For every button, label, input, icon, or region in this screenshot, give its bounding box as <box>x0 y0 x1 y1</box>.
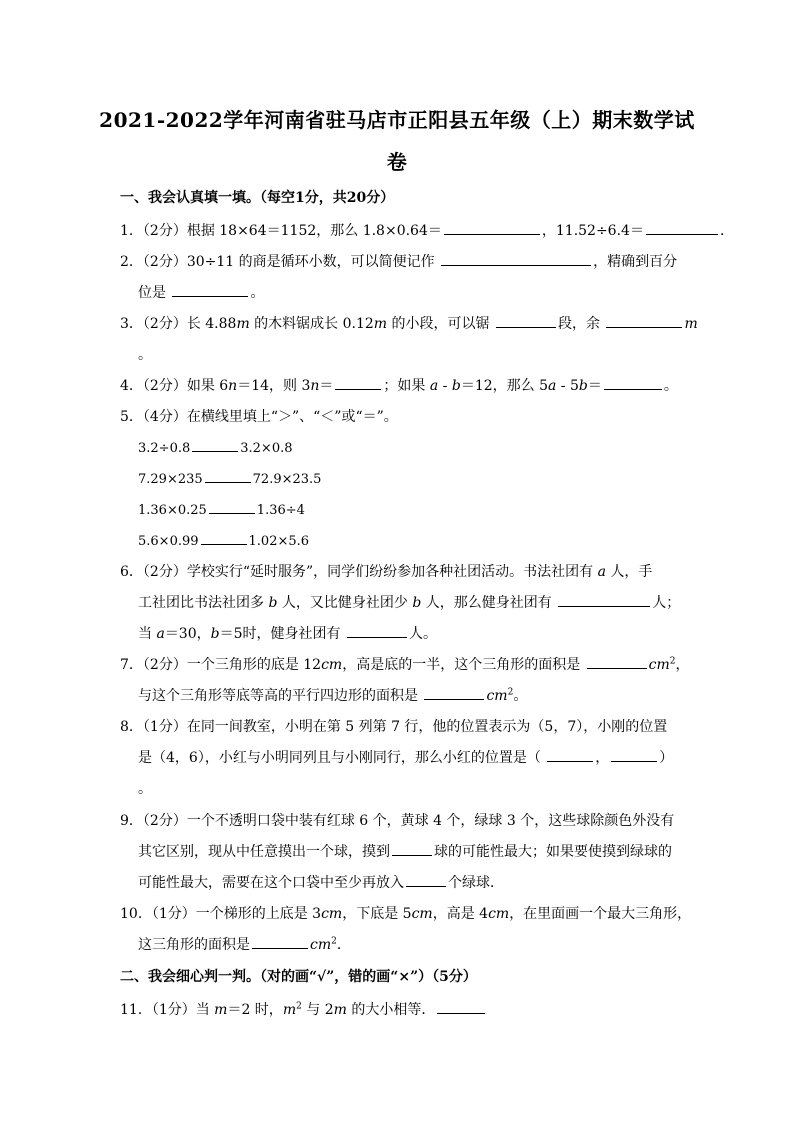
question-8-cont2: 。 <box>138 781 152 797</box>
answer-blank[interactable] <box>335 375 381 390</box>
question-11: 11．（1分）当 m＝2 时，$m^2$ 与 2m 的大小相等． <box>120 999 487 1019</box>
question-8: 8．（1分）在同一间教室，小明在第 5 列第 7 行，他的位置表示为（5，7），小刚的位置 <box>120 719 668 735</box>
answer-blank[interactable] <box>347 623 407 638</box>
question-8-cont: 是（4，6），小红与小明同列且与小刚同行，那么小红的位置是（ ， ） <box>138 747 673 767</box>
answer-blank[interactable] <box>611 747 657 762</box>
answer-blank[interactable] <box>406 872 446 887</box>
answer-blank[interactable] <box>606 313 682 328</box>
answer-blank[interactable] <box>252 934 308 949</box>
question-6-cont: 工社团比书法社团多 b 人，又比健身社团少 b 人，那么健身社团有 人； <box>138 592 680 612</box>
compare-row: 5.6×0.99 1.02×5.6 <box>138 530 309 549</box>
answer-blank[interactable] <box>209 499 255 514</box>
answer-blank[interactable] <box>441 251 591 266</box>
question-7: 7．（2分）一个三角形的底是 12cm，高是底的一半，这个三角形的面积是 $cm^2$， <box>120 654 690 674</box>
answer-blank[interactable] <box>205 468 251 483</box>
answer-blank[interactable] <box>604 375 662 390</box>
answer-blank[interactable] <box>424 685 484 700</box>
section-1-heading: 一、我会认真填一填。（每空1分，共20分） <box>120 190 395 206</box>
question-10-cont: 这三角形的面积是 $cm^2$． <box>138 934 351 954</box>
question-10: 10．（1分）一个梯形的上底是 3cm，下底是 5cm，高是 4cm，在里面画一个最大三角形， <box>120 906 692 922</box>
answer-blank[interactable] <box>392 841 432 856</box>
question-7-cont: 与这个三角形等底等高的平行四边形的面积是 $cm^2$。 <box>138 685 527 705</box>
question-2-cont: 位是 。 <box>138 282 264 302</box>
question-6: 6．（2分）学校实行“延时服务”，同学们纷纷参加各种社团活动。书法社团有 a 人，手 <box>120 564 653 580</box>
question-9: 9．（2分）一个不透明口袋中装有红球 6 个，黄球 4 个，绿球 3 个，这些球除颜色外没有 <box>120 813 675 829</box>
answer-blank[interactable] <box>172 282 248 297</box>
question-9-cont: 其它区别，现从中任意摸出一个球，摸到 球的可能性最大；如果要使摸到绿球的 <box>138 841 672 861</box>
compare-row: 3.2÷0.8 3.2×0.8 <box>138 437 293 456</box>
question-3-cont: 。 <box>138 347 152 363</box>
answer-blank[interactable] <box>201 530 247 545</box>
answer-blank[interactable] <box>558 592 650 607</box>
answer-blank[interactable] <box>437 999 485 1014</box>
answer-blank[interactable] <box>587 654 647 669</box>
answer-blank[interactable] <box>444 220 540 235</box>
answer-blank[interactable] <box>547 747 593 762</box>
page-title-line1: 2021-2022学年河南省驻马店市正阳县五年级（上）期末数学试 <box>99 108 695 132</box>
question-4: 4．（2分）如果 6n＝14，则 3n＝ ；如果 a - b＝12，那么 5a - 5b＝ 。 <box>120 375 678 395</box>
question-6-cont2: 当 a＝30，b＝5时，健身社团有 人。 <box>138 623 437 643</box>
question-3: 3．（2分）长 4.88m 的木料锯成长 0.12m 的小段，可以锯 段，余 m <box>120 313 698 333</box>
question-1: 1．（2分）根据 18×64＝1152，那么 1.8×0.64＝ ，11.52÷6.4＝ ． <box>120 220 734 240</box>
section-2-heading: 二、我会细心判一判。（对的画“√”，错的画“×”）（5分） <box>120 969 477 985</box>
answer-blank[interactable] <box>496 313 556 328</box>
page-title-line2: 卷 <box>386 150 408 174</box>
question-5: 5．（4分）在横线里填上“＞”、“＜”或“＝”。 <box>120 409 398 425</box>
question-2: 2．（2分）30÷11 的商是循环小数，可以简便记作 ，精确到百分 <box>120 251 677 271</box>
answer-blank[interactable] <box>192 437 238 452</box>
compare-row: 1.36×0.25 1.36÷4 <box>138 499 305 518</box>
answer-blank[interactable] <box>646 220 718 235</box>
question-9-cont2: 可能性最大，需要在这个口袋中至少再放入 个绿球． <box>138 872 504 892</box>
compare-row: 7.29×235 72.9×23.5 <box>138 468 321 487</box>
